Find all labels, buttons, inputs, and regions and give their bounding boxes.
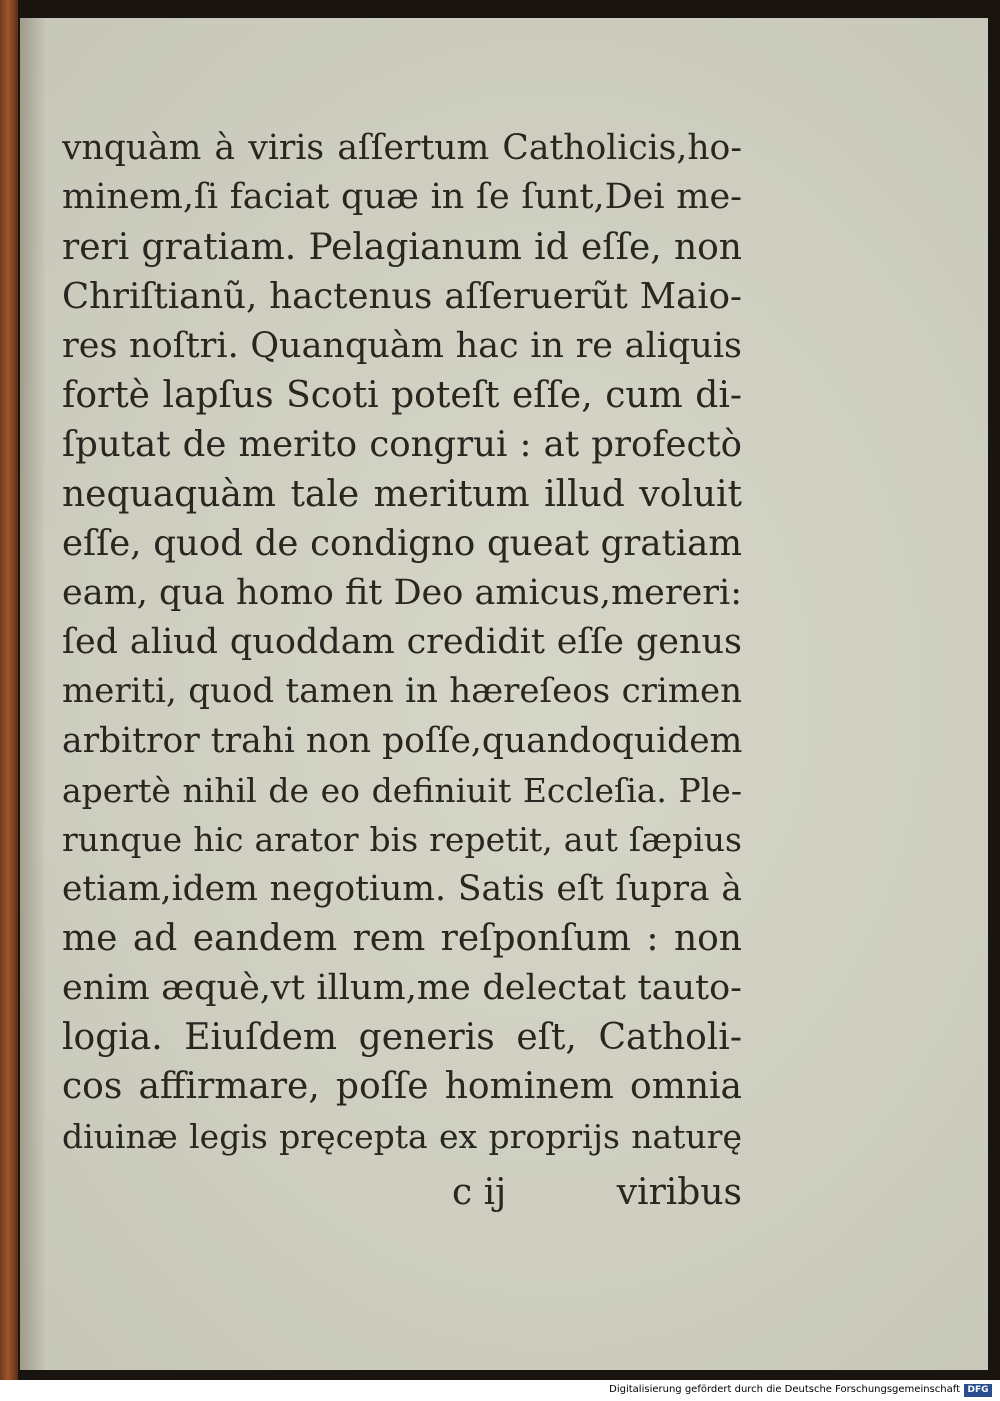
text-line: arbitror trahi non poſſe,quandoquidem	[62, 720, 742, 761]
text-line: fortè lapſus Scoti poteſt eſſe, cum di-	[62, 374, 742, 416]
binding-edge	[0, 0, 18, 1380]
text-line: logia. Eiuſdem generis eſt, Catholi-	[62, 1017, 742, 1059]
text-line: ſputat de merito congrui : at profectò	[62, 424, 742, 466]
text-line: meriti, quod tamen in hæreſeos crimen	[62, 671, 742, 712]
catchword: viribus	[616, 1172, 742, 1213]
dfg-logo: DFG	[964, 1384, 992, 1397]
footer-bar	[0, 1381, 1000, 1401]
text-line: eam, qua homo fit Deo amicus,mereri:	[62, 572, 742, 613]
page-text	[62, 124, 742, 1161]
text-line: me ad eandem rem reſponſum : non	[62, 918, 742, 960]
text-line: Chriſtianũ, hactenus aſſeruerũt Maio-	[62, 276, 742, 318]
text-line: res noſtri. Quanquàm hac in re aliquis	[62, 325, 742, 366]
text-line: enim æquè,vt illum,me delectat tauto-	[62, 967, 742, 1008]
text-line: diuinæ legis pręcepta ex proprijs naturę	[62, 1116, 742, 1156]
text-line: apertè nihil de eo definiuit Eccleſia. Ple-	[62, 771, 742, 811]
text-line: ſed aliud quoddam credidit eſſe genus	[62, 621, 742, 662]
funding-credit: Digitalisierung gefördert durch die Deutsche Forschungsgemeinschaft	[609, 1384, 960, 1395]
text-line: runque hic arator bis repetit, aut ſæpius	[62, 820, 742, 860]
text-line: etiam,idem negotium. Satis eſt ſupra à	[62, 868, 742, 909]
gutter-shadow	[20, 18, 46, 1370]
text-line: cos affirmare, poſſe hominem omnia	[62, 1066, 742, 1108]
text-line: nequaquàm tale meritum illud voluit	[62, 473, 742, 515]
text-line: minem,ſi faciat quæ in ſe ſunt,Dei me-	[62, 177, 742, 218]
signature-mark: c ij	[452, 1172, 507, 1213]
text-line: reri gratiam. Pelagianum id eſſe, non	[62, 226, 742, 268]
text-line: vnquàm à viris aſſertum Catholicis,ho-	[62, 128, 742, 168]
text-line: eſſe, quod de condigno queat gratiam	[62, 523, 742, 565]
signature-line	[62, 1172, 742, 1222]
